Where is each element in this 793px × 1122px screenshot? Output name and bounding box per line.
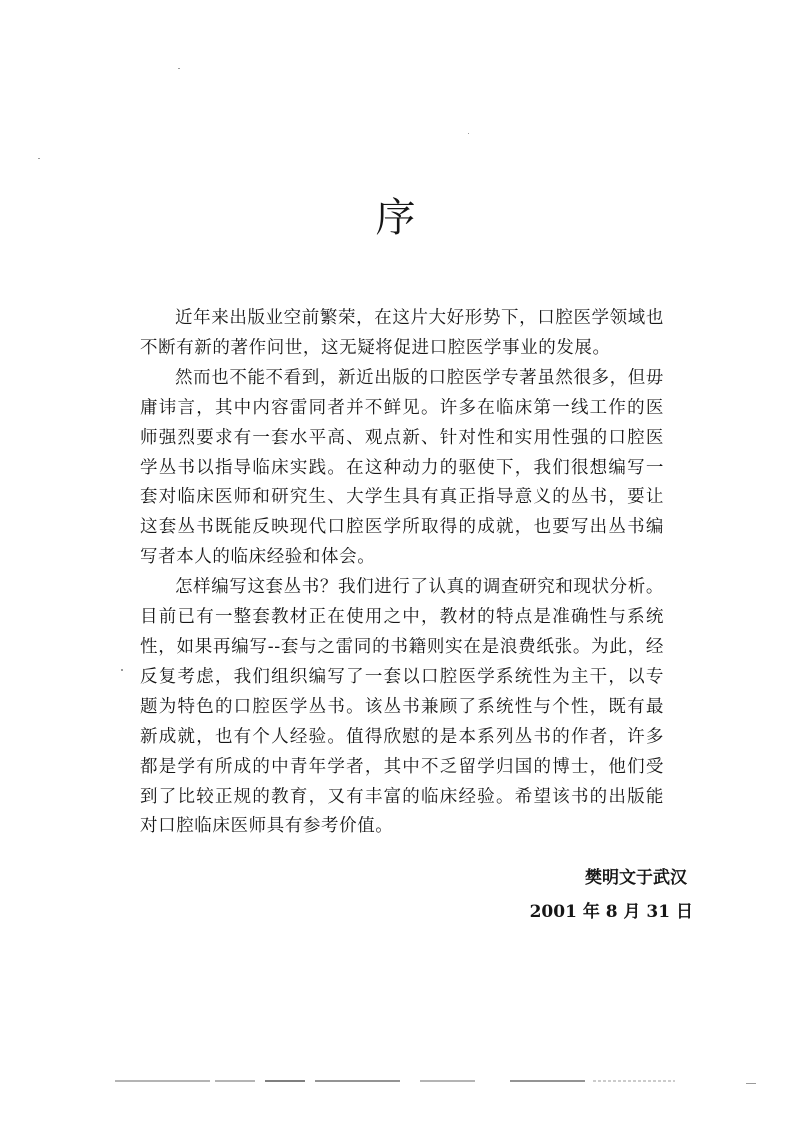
scan-speck [121,669,123,671]
signature-block [420,861,693,929]
scan-speck [746,1083,756,1084]
paragraph: 然而也不能不看到，新近出版的口腔医学专著虽然很多，但毋庸讳言，其中内容雷同者并不鲜见。许多在临床第一线工作的医师强烈要求有一套水平高、观点新、针对性和实用性强的口腔医学丛书以指导临床实践。在这种动力的驱使下，我们很想编写一套对临床医师和研究生、大学生具有真正指导意义的丛书，要让这套丛书既能反映现代口腔医学所取得的成就，也要写出丛书编写者本人的临床经验和体会。 [140,367,664,568]
scan-speck [38,158,40,159]
paragraph: 怎样编写这套丛书？我们进行了认真的调查研究和现状分析。目前已有一整套教材正在使用之中，教材的特点是准确性与系统性，如果再编写--套与之雷同的书籍则实在是浪费纸张。为此，经反复考虑，我们组织编写了一套以口腔医学系统性为主干，以专题为特色的口腔医学丛书。该丛书兼顾了系统性与个性，既有最新成就，也有个人经验。值得欣慰的是本系列丛书的作者，许多都是学有所成的中青年学者，其中不乏留学归国的博士，他们受到了比较正规的教育，又有丰富的临床经验。希望该书的出版能对口腔临床医师具有参考价值。 [140,577,664,837]
preface-body [140,304,664,842]
author-signature: 樊明文于武汉 [585,868,687,888]
scan-footer-rule [115,1080,675,1084]
page-title: 序 [375,195,418,241]
paragraph: 近年来出版业空前繁荣，在这片大好形势下，口腔医学领域也不断有新的著作问世，这无疑将促进口腔医学事业的发展。 [140,308,664,358]
scan-speck [468,133,469,134]
signature-date: 2001 年 8 月 31 日 [529,902,693,922]
scan-speck [178,68,180,69]
